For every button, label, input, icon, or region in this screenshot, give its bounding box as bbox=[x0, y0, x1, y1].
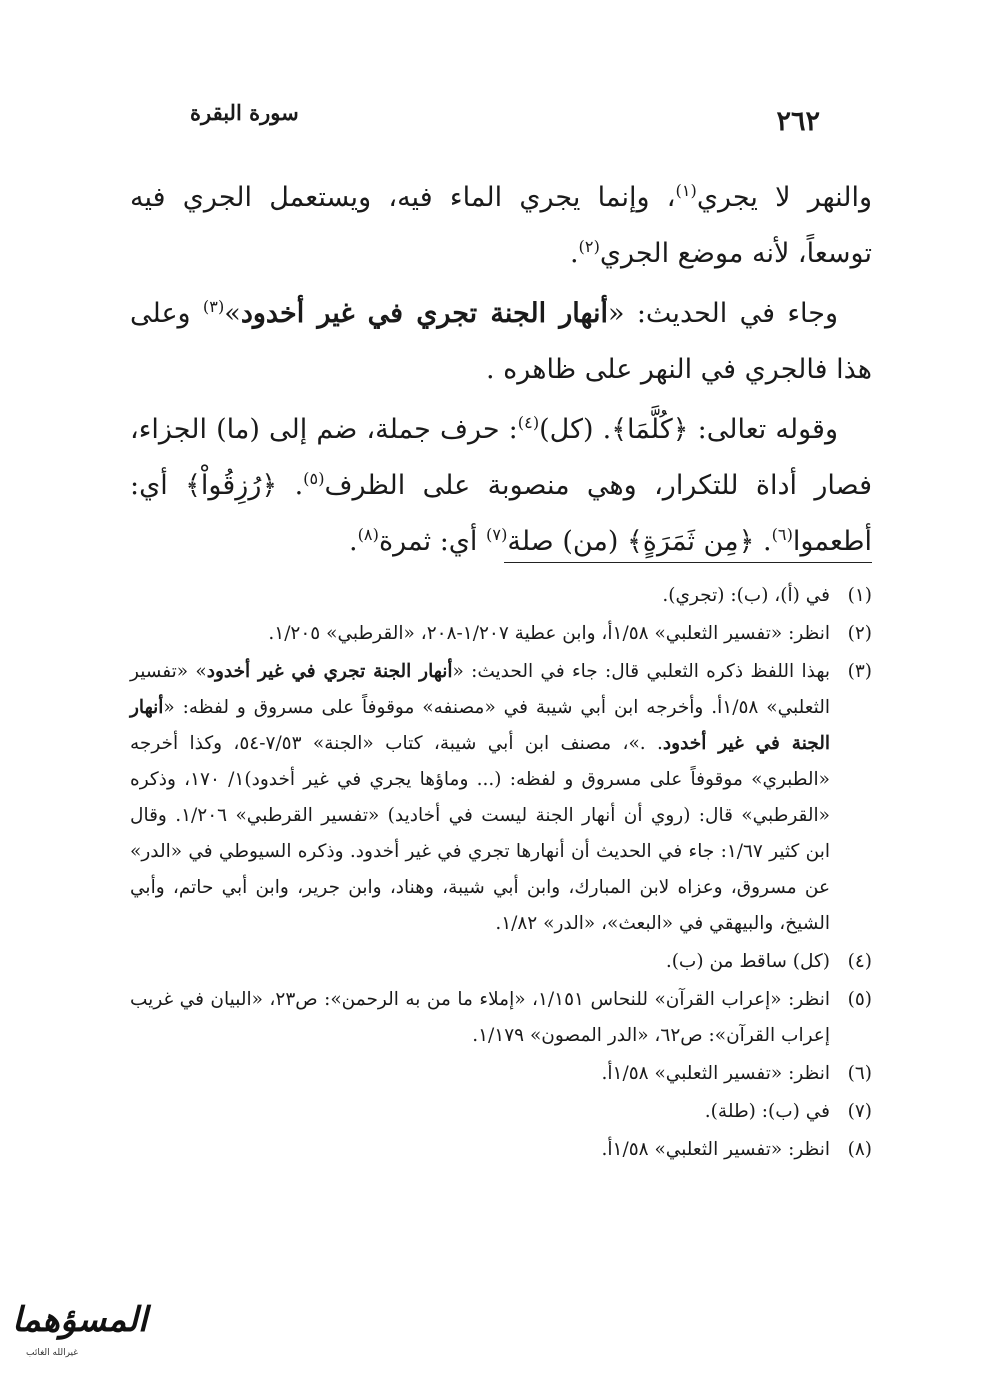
logo-calligraphy: المسؤهما bbox=[12, 1300, 148, 1340]
footnote-bold-quote: أنهار الجنة في غير أخدود bbox=[130, 697, 830, 754]
footnote-number: (١) bbox=[847, 585, 872, 606]
footnote-bold-quote: أنهار الجنة تجري في غير أخدود bbox=[206, 661, 453, 682]
paragraph-1 bbox=[130, 170, 872, 282]
footnote-text: انظر: «تفسير الثعلبي» ١/٥٨أ. bbox=[601, 1139, 830, 1160]
text-run: . bbox=[349, 526, 358, 557]
text-run: والنهر لا يجري bbox=[696, 182, 873, 213]
publisher-logo bbox=[12, 1296, 148, 1366]
paragraph-3 bbox=[130, 402, 872, 570]
footnote-number: (٧) bbox=[847, 1101, 872, 1122]
footnote-8 bbox=[130, 1132, 872, 1168]
footnote-5 bbox=[130, 982, 872, 1054]
footnote-ref-4[interactable]: (٤) bbox=[517, 413, 540, 432]
footnotes bbox=[130, 578, 872, 1170]
footnote-divider bbox=[504, 562, 872, 563]
text-run: وقوله تعالى: bbox=[688, 414, 838, 445]
surah-title: سورة البقرة bbox=[190, 100, 299, 125]
footnote-4 bbox=[130, 944, 872, 980]
text-run: . bbox=[277, 470, 304, 501]
text-run: وعلى هذا فالجري في النهر على ظاهره . bbox=[130, 298, 872, 385]
quran-word-min-thamara: ﴿مِن ثَمَرَةٍ﴾ bbox=[626, 526, 755, 557]
footnote-ref-2[interactable]: (٢) bbox=[578, 237, 600, 256]
text-run: » bbox=[224, 298, 241, 329]
footnote-text: . .»، مصنف ابن أبي شيبة، كتاب «الجنة» ٧/٥٣-٥٤، وكذا أخرجه «الطبري» موقوفاً على مسروق و لفظه: (... وماؤها يجري في غير أخدود)١/ ١٧٠، وذكره «القرطبي» قال: (روي أن أنهار الجنة ليست في أخاديد) «تفسير القرطبي» ١/٢٠٦. وقال ابن كثير ١/٦٧: جاء في الحديث أن أنهارها تجري في غير أخدود. وذكره السيوطي في «الدر» عن مسروق، وعزاه لابن المبارك، وابن أبي شيبة، وهناد، وابن جرير، وابن أبي حاتم، وأبي الشيخ، والبيهقي في «البعث»، «الدر» ١/٨٢. bbox=[130, 733, 830, 934]
footnote-text: في (ب): (طلة). bbox=[704, 1101, 830, 1122]
footnote-number: (٣) bbox=[847, 661, 872, 682]
page-number: ٢٦٢ bbox=[776, 106, 820, 137]
text-run: ، وإنما يجري الماء فيه، ويستعمل الجري فيه توسعاً، لأنه موضع الجري bbox=[130, 182, 872, 269]
footnote-text: انظر: «إعراب القرآن» للنحاس ١/١٥١، «إملاء ما من به الرحمن»: ص٢٣، «البيان في غريب إعراب القرآن»: ص٦٢، «الدر المصون» ١/١٧٩. bbox=[130, 989, 830, 1046]
text-run: وجاء في الحديث: « bbox=[607, 298, 838, 329]
footnote-text: انظر: «تفسير الثعلبي» ١/٥٨أ. bbox=[601, 1063, 830, 1084]
footnote-text: » «تفسير الثعلبي» ١/٥٨أ. وأخرجه ابن أبي شيبة في «مصنفه» موقوفاً على مسروق و لفظه: « bbox=[130, 661, 830, 718]
quran-word-ruziqu: ﴿رُزِقُواْ﴾ bbox=[185, 470, 278, 501]
main-text bbox=[130, 170, 872, 574]
footnote-6 bbox=[130, 1056, 872, 1092]
quran-word-kullama: ﴿كُلَّمَا﴾ bbox=[611, 414, 689, 445]
text-run: أي: أطعموا bbox=[130, 470, 872, 557]
text-run: : حرف جملة، ضم إلى (ما) الجزاء، فصار أداة للتكرار، وهي منصوبة على الظرف bbox=[130, 414, 872, 501]
footnote-text: بهذا اللفظ ذكره الثعلبي قال: جاء في الحديث: « bbox=[452, 661, 830, 682]
page-header bbox=[130, 96, 820, 146]
footnote-3 bbox=[130, 654, 872, 942]
footnote-ref-3[interactable]: (٣) bbox=[202, 297, 225, 316]
text-run: . bbox=[569, 238, 579, 269]
footnote-number: (٥) bbox=[847, 989, 872, 1010]
footnote-number: (٨) bbox=[847, 1139, 872, 1160]
footnote-ref-6[interactable]: (٦) bbox=[771, 525, 793, 544]
footnote-text: انظر: «تفسير الثعلبي» ١/٥٨أ، وابن عطية ١/٢٠٧-٢٠٨، «القرطبي» ١/٢٠٥. bbox=[268, 623, 830, 644]
footnote-number: (٤) bbox=[847, 951, 872, 972]
text-run: (من) صلة bbox=[507, 526, 627, 557]
footnote-ref-1[interactable]: (١) bbox=[675, 181, 697, 200]
footnote-2 bbox=[130, 616, 872, 652]
logo-subtitle: غيرالله الغائب bbox=[26, 1348, 78, 1358]
hadith-quote: أنهار الجنة تجري في غير أخدود bbox=[240, 298, 608, 329]
footnote-ref-7[interactable]: (٧) bbox=[486, 525, 508, 544]
footnote-number: (٦) bbox=[847, 1063, 872, 1084]
text-run: . (كل) bbox=[539, 414, 612, 445]
footnote-7 bbox=[130, 1094, 872, 1130]
footnote-ref-5[interactable]: (٥) bbox=[303, 469, 325, 488]
footnote-ref-8[interactable]: (٨) bbox=[357, 525, 379, 544]
footnote-1 bbox=[130, 578, 872, 614]
footnote-text: (كل) ساقط من (ب). bbox=[665, 951, 830, 972]
text-run: أي: ثمرة bbox=[378, 526, 487, 557]
footnote-number: (٢) bbox=[847, 623, 872, 644]
paragraph-2 bbox=[130, 286, 872, 398]
footnote-text: في (أ)، (ب): (تجري). bbox=[662, 585, 830, 606]
text-run: . bbox=[754, 526, 772, 557]
